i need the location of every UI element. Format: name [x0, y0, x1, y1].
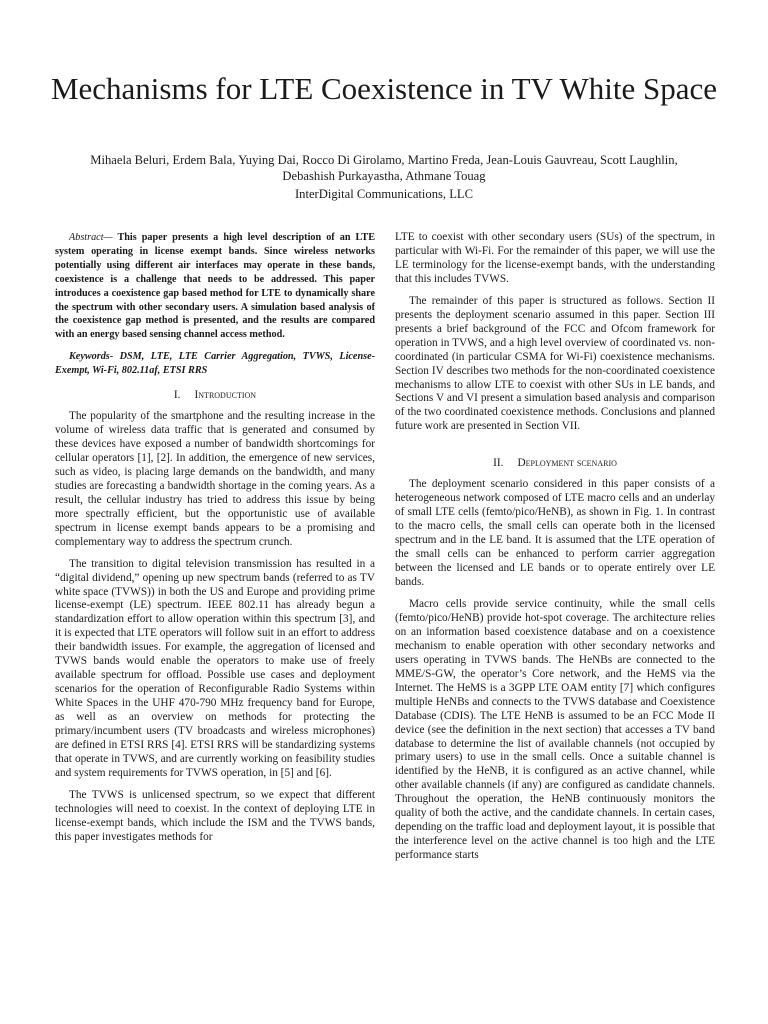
paragraph: The popularity of the smartphone and the resulting increase in the volume of wireless data traffic that is generated and consumed by these devices have exposed a number of bandwidth shortcomings for cellular operators [1], [2]. In addition, the emergence of new services, such as video, is placing large demands on the bandwidth, and many studies are forecasting a bandwidth shortage in the coming years. As a result, the cellular industry has tried to address this issue by being more spectrally efficient, but the opportunistic use of available spectrum in license exempt bands appears to be a promising and complementary way to address the spectrum crunch. [55, 410, 375, 548]
author-list [50, 152, 718, 184]
keywords-text: DSM, LTE, LTE Carrier Aggregation, TVWS, License-Exempt, Wi-Fi, 802.11af, ETSI RRS [55, 351, 375, 377]
section-heading-deployment [395, 456, 715, 470]
paragraph: Macro cells provide service continuity, while the small cells (femto/pico/HeNB) provide hot-spot coverage. The architecture relies on an information based coexistence database and on a coexistence mechanism to enable operation with other secondary networks and users operating in TVWS bands. The HeNBs are connected to the MME/S-GW, the operator’s Core network, and the HeMS via the Internet. The HeMS is a 3GPP LTE OAM entity [7] which configures multiple HeNBs and connects to the TVWS database and Coexistence Database (CDIS). The LTE HeNB is assumed to be an FCC Mode II device (see the definition in the next section) that accesses a TV band database to determine the list of available channels (not occupied by primary users) to use in the small cells. Once a suitable channel is identified by the HeNB, it is configured as an active channel, while other available channels (if any) are configured as candidate channels. Throughout the operation, the HeNB continuously monitors the quality of both the active, and the candidate channels. In certain cases, depending on the traffic load and deployment layout, it is possible that the interference level on the active channel is too high and the LTE performance starts [395, 597, 715, 862]
section-heading-introduction [55, 388, 375, 402]
section-title: Deployment scenario [517, 457, 617, 470]
paper-title: Mechanisms for LTE Coexistence in TV White Space [50, 71, 718, 106]
section-title: Introduction [194, 389, 257, 402]
section-number: I. [173, 389, 181, 402]
left-column [55, 231, 375, 853]
paragraph: LTE to coexist with other secondary users (SUs) of the spectrum, in particular with Wi-Fi. For the remainder of this paper, we will use the LE terminology for the license-exempt bands, with the understanding that this includes TVWS. [395, 231, 715, 285]
paragraph: The transition to digital television transmission has resulted in a “digital dividend,” opening up new spectrum bands (referred to as TV white space (TVWS)) in both the US and Europe and providing prime license-exempt (LE) spectrum. IEEE 802.11 has already begun a standardization effort to allow operation within this spectrum [3], and it is expected that LTE operators will follow suit in an effort to address their bandwidth issues. For example, the aggregation of licensed and TVWS bands would enable the operators to make use of freely available spectrum for offload. Possible use cases and deployment scenarios for the operation of Reconfigurable Radio Systems within White Spaces in the UHF 470-790 MHz frequency band for Europe, as well as an overview on methods for protecting the primary/incumbent users (TV broadcasts and wireless microphones) are defined in ETSI RRS [4]. ETSI RRS will be standardizing systems that operate in TVWS, and are currently working on feasibility studies and system requirements for TVWS operation, in [5] and [6]. [55, 557, 375, 779]
keywords [55, 350, 375, 378]
abstract-text: This paper presents a high level description of an LTE system operating in license exempt bands. Since wireless networks potentially using different air interfaces may operate in these bands, coexistence is a challenge that needs to be addressed. This paper introduces a coexistence gap based method for LTE to dynamically share the spectrum with other secondary users. A simulation based analysis of the coexistence gap method is presented, and the results are compared with an energy based sensing channel access method. [55, 232, 375, 341]
paragraph: The deployment scenario considered in this paper consists of a heterogeneous network composed of LTE macro cells and an underlay of small LTE cells (femto/pico/HeNB), as shown in Fig. 1. In contrast to the macro cells, the small cells can operate both in the licensed spectrum and in the LE band. It is assumed that the LTE operation of the small cells can be enhanced to perform carrier aggregation between the licensed and LE bands or to operate entirely over LE bands. [395, 478, 715, 589]
affiliation: InterDigital Communications, LLC [294, 187, 474, 201]
authors-line-1: Mihaela Beluri, Erdem Bala, Yuying Dai, Rocco Di Girolamo, Martino Freda, Jean-Louis Gauvreau, Scott Laughlin, [90, 153, 678, 167]
paragraph: The TVWS is unlicensed spectrum, so we expect that different technologies will need to coexist. In the context of deploying LTE in license-exempt bands, which include the ISM and the TVWS bands, this paper investigates methods for [55, 788, 375, 843]
authors-line-2: Debashish Purkayastha, Athmane Touag [282, 169, 486, 183]
abstract-lead: Abstract— [69, 232, 113, 243]
paragraph: The remainder of this paper is structured as follows. Section II presents the deployment scenario assumed in this paper. Section III presents a brief background of the FCC and Ofcom framework for operation in TVWS, and a high level overview of coordinated vs. non-coordinated (in particular CSMA for Wi-Fi) coexistence mechanisms. Section IV describes two methods for the non-coordinated coexistence mechanisms to allow LTE to coexist with other SUs in LE bands, and Sections V and VI present a simulation based analysis and comparison of the two coordinated coexistence methods. Conclusions and planned future work are presented in Section VII. [395, 294, 715, 433]
keywords-lead: Keywords- [69, 351, 114, 363]
abstract [55, 231, 375, 342]
right-column [395, 231, 715, 871]
section-number: II. [493, 457, 504, 470]
